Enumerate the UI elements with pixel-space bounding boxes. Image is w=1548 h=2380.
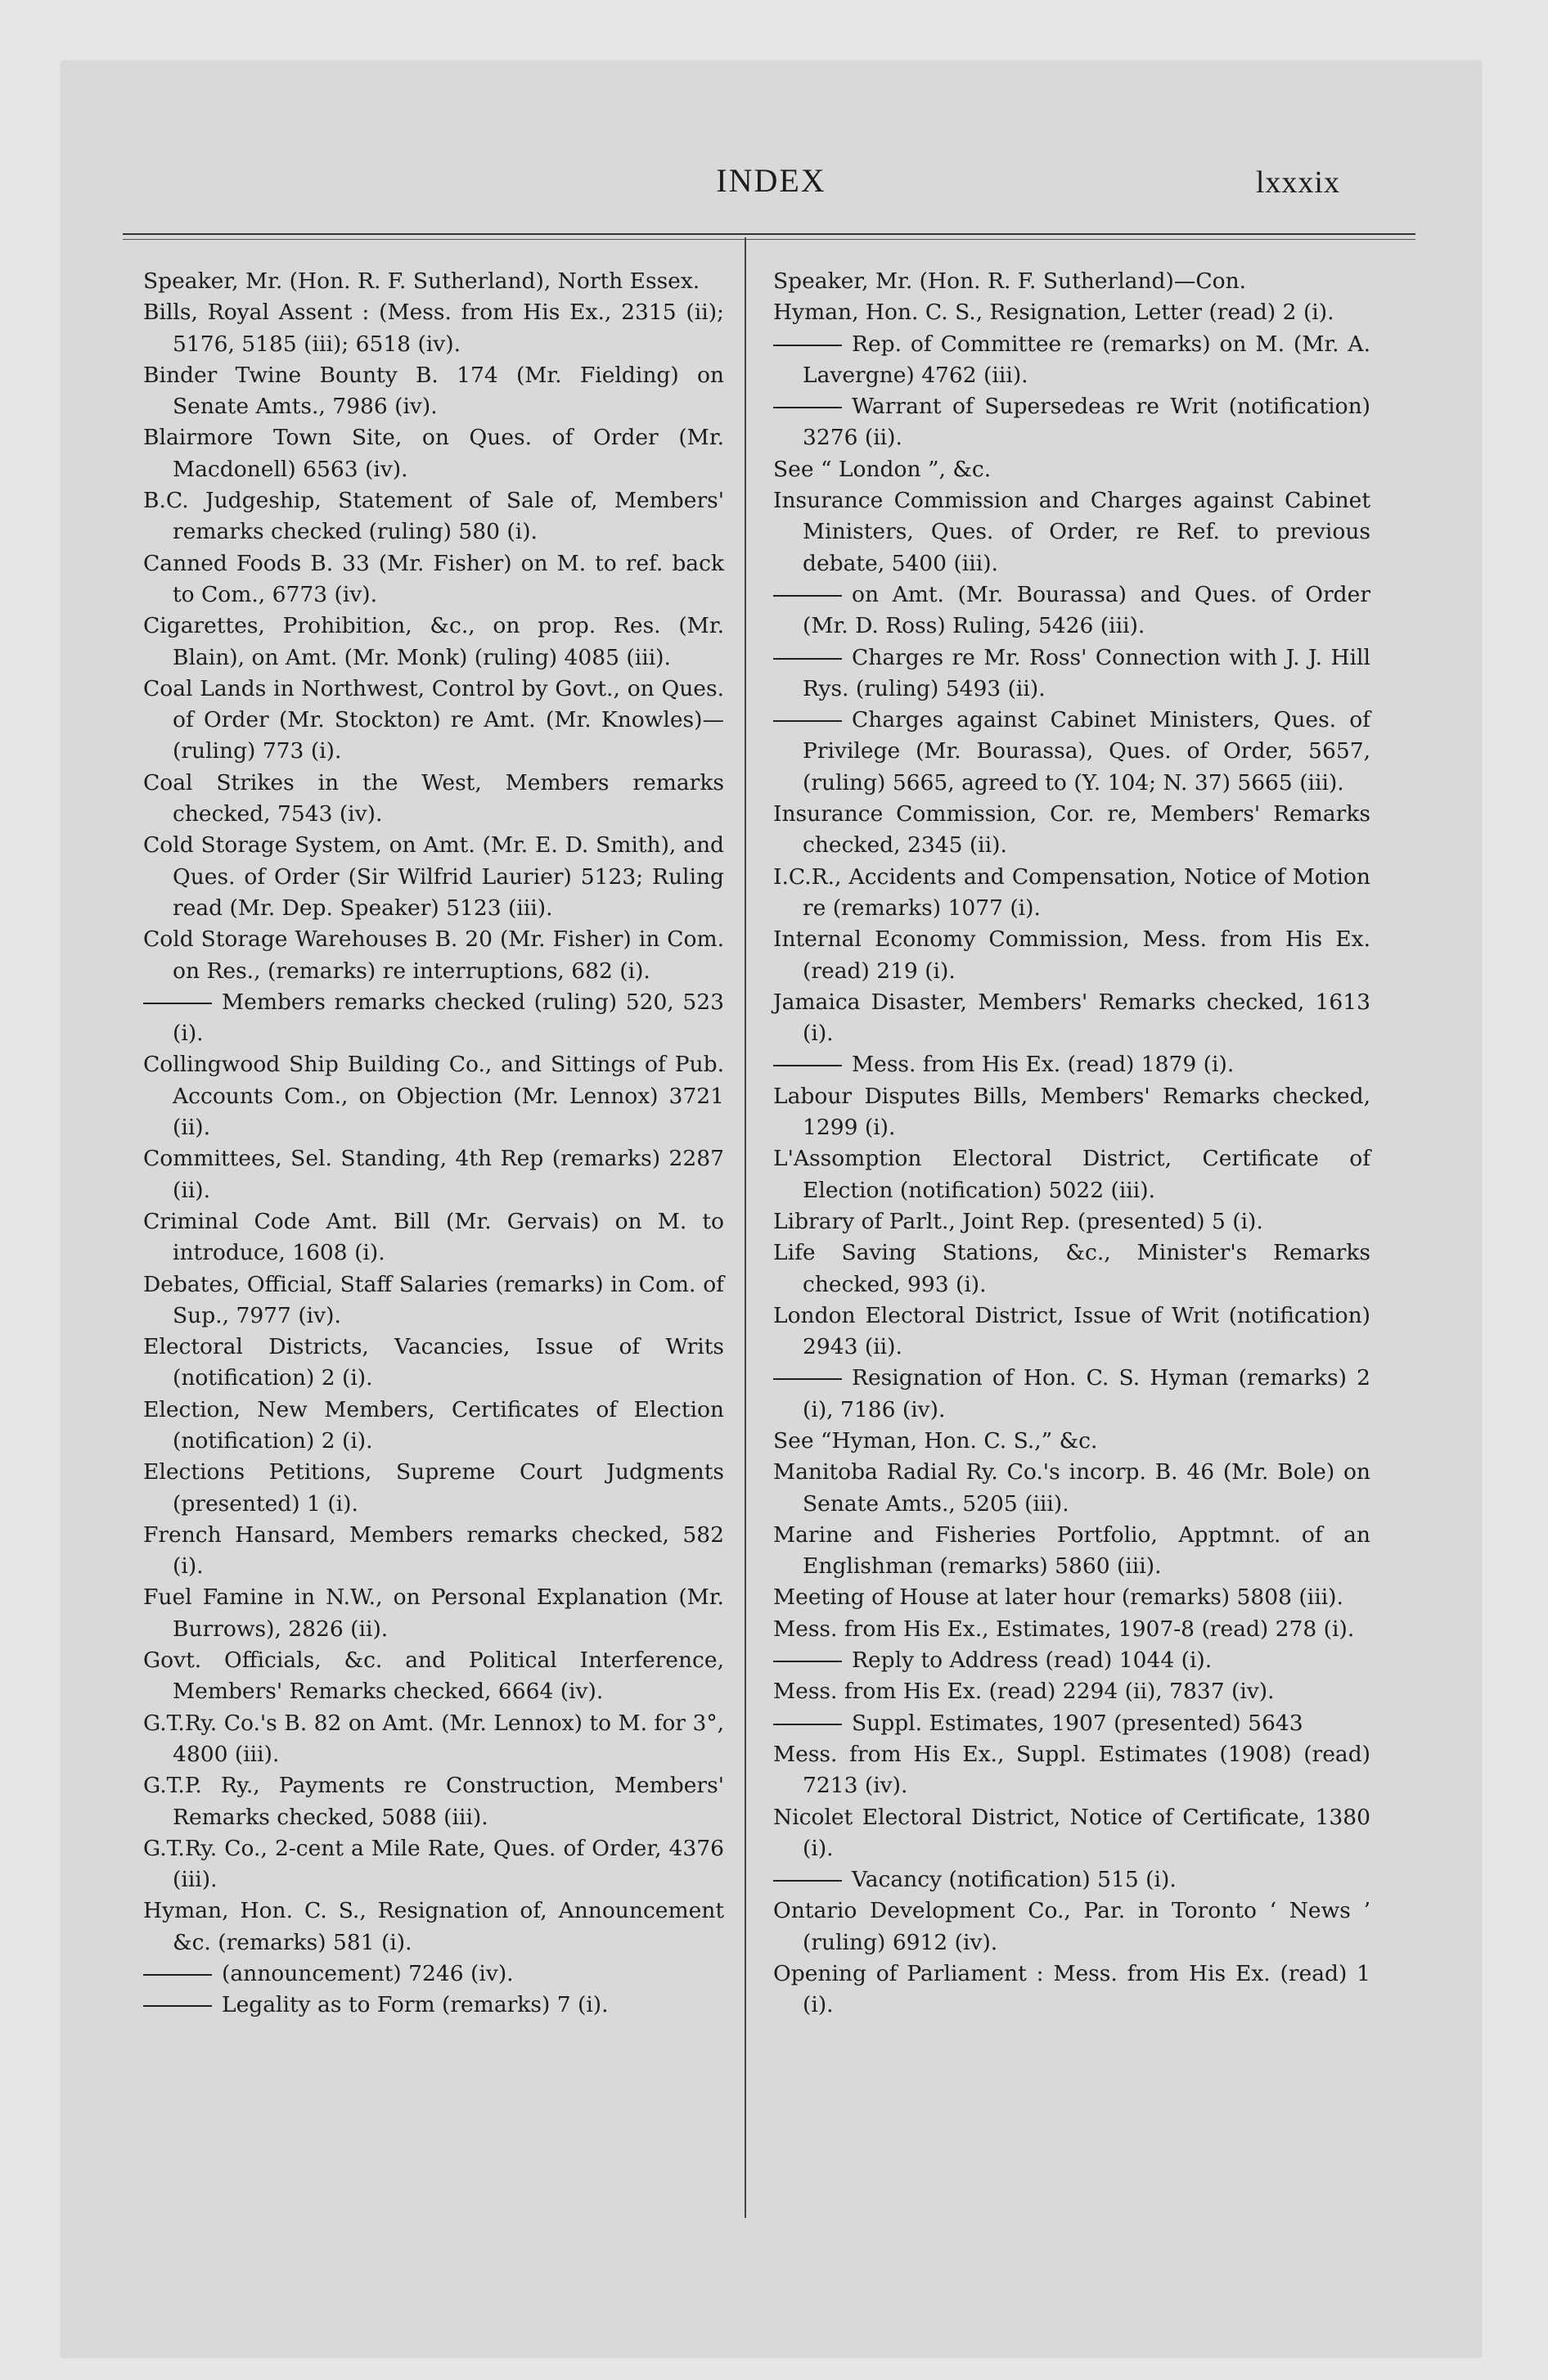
index-entry [143,297,724,360]
index-entry [143,548,724,611]
index-entry-text: Cigarettes, Prohibition, &c., on prop. Res. (Mr. Blain), on Amt. (Mr. Monk) (ruling) 4085 (iii). [143,613,724,670]
index-entry [773,1676,1370,1707]
index-entry [143,360,724,423]
index-entry [773,987,1370,1050]
repeat-dash [773,407,842,408]
index-entry-text: Insurance Commission, Cor. re, Members' Remarks checked, 2345 (ii). [773,801,1370,859]
index-entry [143,987,724,1050]
index-entry-text: Bills, Royal Assent : (Mess. from His Ex., 2315 (ii); 5176, 5185 (iii); 6518 (iv). [143,300,724,357]
index-entry-text: Debates, Official, Staff Salaries (remarks) in Com. of Sup., 7977 (iv). [143,1271,724,1328]
repeat-dash [773,658,842,660]
index-entry-text: Govt. Officials, &c. and Political Interference, Members' Remarks checked, 6664 (iv). [143,1648,724,1705]
index-entry [773,1645,1370,1676]
index-entry [143,1990,724,2021]
repeat-dash [773,1661,842,1662]
index-entry [773,1363,1370,1426]
repeat-dash [773,595,842,597]
header-rule-thin [123,239,1415,240]
repeat-dash [143,2005,212,2007]
index-entry [773,1895,1370,1959]
index-entry [143,1143,724,1206]
index-entry [143,1269,724,1332]
index-entry-text: Mess. from His Ex., Suppl. Estimates (1908) (read) 7213 (iv). [773,1741,1370,1799]
index-entry-text: G.T.Ry. Co., 2-cent a Mile Rate, Ques. of Order, 4376 (iii). [143,1835,724,1893]
index-entry-text: Labour Disputes Bills, Members' Remarks checked, 1299 (i). [773,1083,1370,1141]
index-entry [143,266,724,297]
index-entry [773,705,1370,799]
index-entry [773,1614,1370,1645]
index-entry [143,1395,724,1458]
index-entry [143,611,724,674]
index-entry [773,1237,1370,1300]
index-entry-text: Speaker, Mr. (Hon. R. F. Sutherland)—Con. [773,268,1247,294]
index-entry [773,1582,1370,1613]
index-entry [773,266,1370,297]
index-entry-text: Speaker, Mr. (Hon. R. F. Sutherland), North Essex. [143,268,700,294]
index-entry [773,1300,1370,1364]
index-entry [773,329,1370,392]
index-entry-text: Suppl. Estimates, 1907 (presented) 5643 [852,1710,1303,1736]
index-entry [773,391,1370,454]
repeat-dash [773,1378,842,1380]
page-number: lxxxix [1255,165,1340,200]
index-entry [773,297,1370,328]
index-entry-text: London Electoral District, Issue of Writ (notification) 2943 (ii). [773,1302,1370,1360]
index-entry-text: Marine and Fisheries Portfolio, Apptmnt. of an Englishman (remarks) 5860 (iii). [773,1521,1370,1580]
repeat-dash [143,1003,212,1004]
index-entry-text: Binder Twine Bounty B. 174 (Mr. Fielding) on Senate Amts., 7986 (iv). [143,362,724,420]
index-entry [773,924,1370,987]
index-entry [143,1708,724,1771]
index-entry [773,485,1370,579]
index-entry [773,1206,1370,1237]
index-page [61,61,1481,2357]
index-entry-text: Electoral Districts, Vacancies, Issue of Writs (notification) 2 (i). [143,1334,724,1391]
index-entry-text: Coal Lands in Northwest, Control by Govt., on Ques. of Order (Mr. Stockton) re Amt. (Mr. Knowles)—(ruling) 773 (i). [143,675,724,764]
index-entry-text: Vacancy (notification) 515 (i). [852,1867,1177,1893]
index-entry-text: Fuel Famine in N.W., on Personal Explanation (Mr. Burrows), 2826 (ii). [143,1584,724,1642]
index-entry [773,642,1370,705]
index-entry-text: Jamaica Disaster, Members' Remarks checked, 1613 (i). [773,989,1370,1047]
index-entry [143,1332,724,1395]
index-entry-text: Canned Foods B. 33 (Mr. Fisher) on M. to ref. back to Com., 6773 (iv). [143,550,724,607]
index-entry-text: Opening of Parliament : Mess. from His Ex. (read) 1 (i). [773,1961,1370,2018]
page-title: INDEX [716,162,826,199]
index-entry-text: Hyman, Hon. C. S., Resignation, Letter (read) 2 (i). [773,300,1334,326]
index-entry-text: Insurance Commission and Charges against Cabinet Ministers, Ques. of Order, re Ref. to previous debate, 5400 (iii). [773,488,1370,576]
index-entry [773,1959,1370,2022]
index-entry-text: Hyman, Hon. C. S., Resignation of, Announcement &c. (remarks) 581 (i). [143,1898,724,1955]
index-entry-text: Charges against Cabinet Ministers, Ques. of Privilege (Mr. Bourassa), Ques. of Order, 5657, (ruling) 5665, agreed to (Y. 104; N. 37) 5665 (iii). [803,707,1370,796]
index-entry-text: Rep. of Committee re (remarks) on M. (Mr. A. Lavergne) 4762 (iii). [803,331,1370,388]
index-entry-text: Nicolet Electoral District, Notice of Certificate, 1380 (i). [773,1804,1370,1861]
index-entry [773,1520,1370,1583]
index-entry-text: I.C.R., Accidents and Compensation, Notice of Motion re (remarks) 1077 (i). [773,863,1370,921]
index-entry-text: Internal Economy Commission, Mess. from His Ex. (read) 219 (i). [773,926,1370,984]
index-entry [773,1708,1370,1739]
index-entry [773,1426,1370,1457]
index-entry-text: Manitoba Radial Ry. Co.'s incorp. B. 46 (Mr. Bole) on Senate Amts., 5205 (iii). [773,1459,1370,1517]
column-divider [745,237,746,2218]
index-entry-text: Ontario Development Co., Par. in Toronto ‘ News ’ (ruling) 6912 (iv). [773,1898,1370,1955]
index-entry-text: Coal Strikes in the West, Members remarks checked, 7543 (iv). [143,769,724,827]
index-entry [773,1457,1370,1520]
index-entry [773,1739,1370,1802]
index-entry [773,799,1370,862]
index-entry-text: on Amt. (Mr. Bourassa) and Ques. of Order (Mr. D. Ross) Ruling, 5426 (iii). [803,581,1370,639]
index-entry-text: Elections Petitions, Supreme Court Judgments (presented) 1 (i). [143,1459,724,1517]
index-entry-text: B.C. Judgeship, Statement of Sale of, Members' remarks checked (ruling) 580 (i). [143,488,724,545]
repeat-dash [773,345,842,346]
page-header [61,153,1481,219]
index-entry [773,862,1370,925]
index-entry [773,1802,1370,1865]
index-entry-text: Legality as to Form (remarks) 7 (i). [222,1992,609,2018]
index-entry [143,1206,724,1269]
index-entry-text: Resignation of Hon. C. S. Hyman (remarks) 2 (i), 7186 (iv). [803,1365,1370,1422]
index-entry-text: Collingwood Ship Building Co., and Sittings of Pub. Accounts Com., on Objection (Mr. Lennox) 3721 (ii). [143,1052,724,1141]
index-entry-text: G.T.P. Ry., Payments re Construction, Members' Remarks checked, 5088 (iii). [143,1773,724,1830]
repeat-dash [773,1880,842,1882]
index-entry-text: Cold Storage Warehouses B. 20 (Mr. Fisher) in Com. on Res., (remarks) re interruptions, 682 (i). [143,926,724,984]
index-entry [143,924,724,987]
index-entry-text: Election, New Members, Certificates of Election (notification) 2 (i). [143,1396,724,1454]
index-entry [773,1143,1370,1206]
index-entry [143,830,724,924]
index-entry-text: Warrant of Supersedeas re Writ (notification) 3276 (ii). [803,394,1370,451]
index-entry-text: Library of Parlt., Joint Rep. (presented) 5 (i). [773,1208,1263,1234]
index-entry-text: Meeting of House at later hour (remarks) 5808 (iii). [773,1584,1343,1611]
index-entry [143,1959,724,1990]
index-entry-text: See “Hyman, Hon. C. S.,” &c. [773,1427,1098,1454]
header-rule [123,233,1415,235]
left-column [143,266,724,2022]
index-entry [143,485,724,548]
index-entry [773,1049,1370,1080]
repeat-dash [143,1974,212,1976]
index-entry [143,768,724,831]
index-entry-text: Life Saving Stations, &c., Minister's Remarks checked, 993 (i). [773,1240,1370,1297]
index-entry [773,1081,1370,1144]
repeat-dash [773,1065,842,1066]
index-entry [143,1895,724,1959]
index-entry [143,1520,724,1583]
index-entry [143,422,724,485]
index-entry [143,1645,724,1708]
index-entry [143,1582,724,1645]
index-entry [773,454,1370,485]
index-entry-text: Cold Storage System, on Amt. (Mr. E. D. Smith), and Ques. of Order (Sir Wilfrid Laurier) 5123; Ruling read (Mr. Dep. Speaker) 5123 (iii). [143,832,724,921]
index-entry [143,1833,724,1896]
index-entry [143,1770,724,1833]
index-entry [773,579,1370,642]
right-column [773,266,1370,2022]
index-entry-text: (announcement) 7246 (iv). [222,1961,514,1987]
index-entry-text: Mess. from His Ex. (read) 1879 (i). [852,1052,1235,1078]
index-entry-text: Committees, Sel. Standing, 4th Rep (remarks) 2287 (ii). [143,1146,724,1203]
repeat-dash [773,720,842,722]
index-entry [143,1457,724,1520]
index-entry [143,1049,724,1143]
index-entry-text: L'Assomption Electoral District, Certificate of Election (notification) 5022 (iii). [773,1146,1370,1203]
index-entry [143,674,724,768]
index-entry-text: Reply to Address (read) 1044 (i). [852,1648,1213,1674]
repeat-dash [773,1724,842,1725]
index-entry-text: Mess. from His Ex., Estimates, 1907-8 (read) 278 (i). [773,1616,1355,1642]
index-entry-text: Blairmore Town Site, on Ques. of Order (Mr. Macdonell) 6563 (iv). [143,425,724,482]
index-entry-text: French Hansard, Members remarks checked, 582 (i). [143,1521,724,1580]
index-entry-text: Criminal Code Amt. Bill (Mr. Gervais) on M. to introduce, 1608 (i). [143,1208,724,1266]
index-entry-text: Mess. from His Ex. (read) 2294 (ii), 7837 (iv). [773,1679,1275,1705]
index-entry [773,1864,1370,1895]
index-entry-text: Members remarks checked (ruling) 520, 523 (i). [173,989,724,1047]
index-entry-text: Charges re Mr. Ross' Connection with J. J. Hill Rys. (ruling) 5493 (ii). [803,644,1370,701]
index-entry-text: G.T.Ry. Co.'s B. 82 on Amt. (Mr. Lennox) to M. for 3°, 4800 (iii). [143,1710,724,1767]
index-entry-text: See “ London ”, &c. [773,456,992,482]
